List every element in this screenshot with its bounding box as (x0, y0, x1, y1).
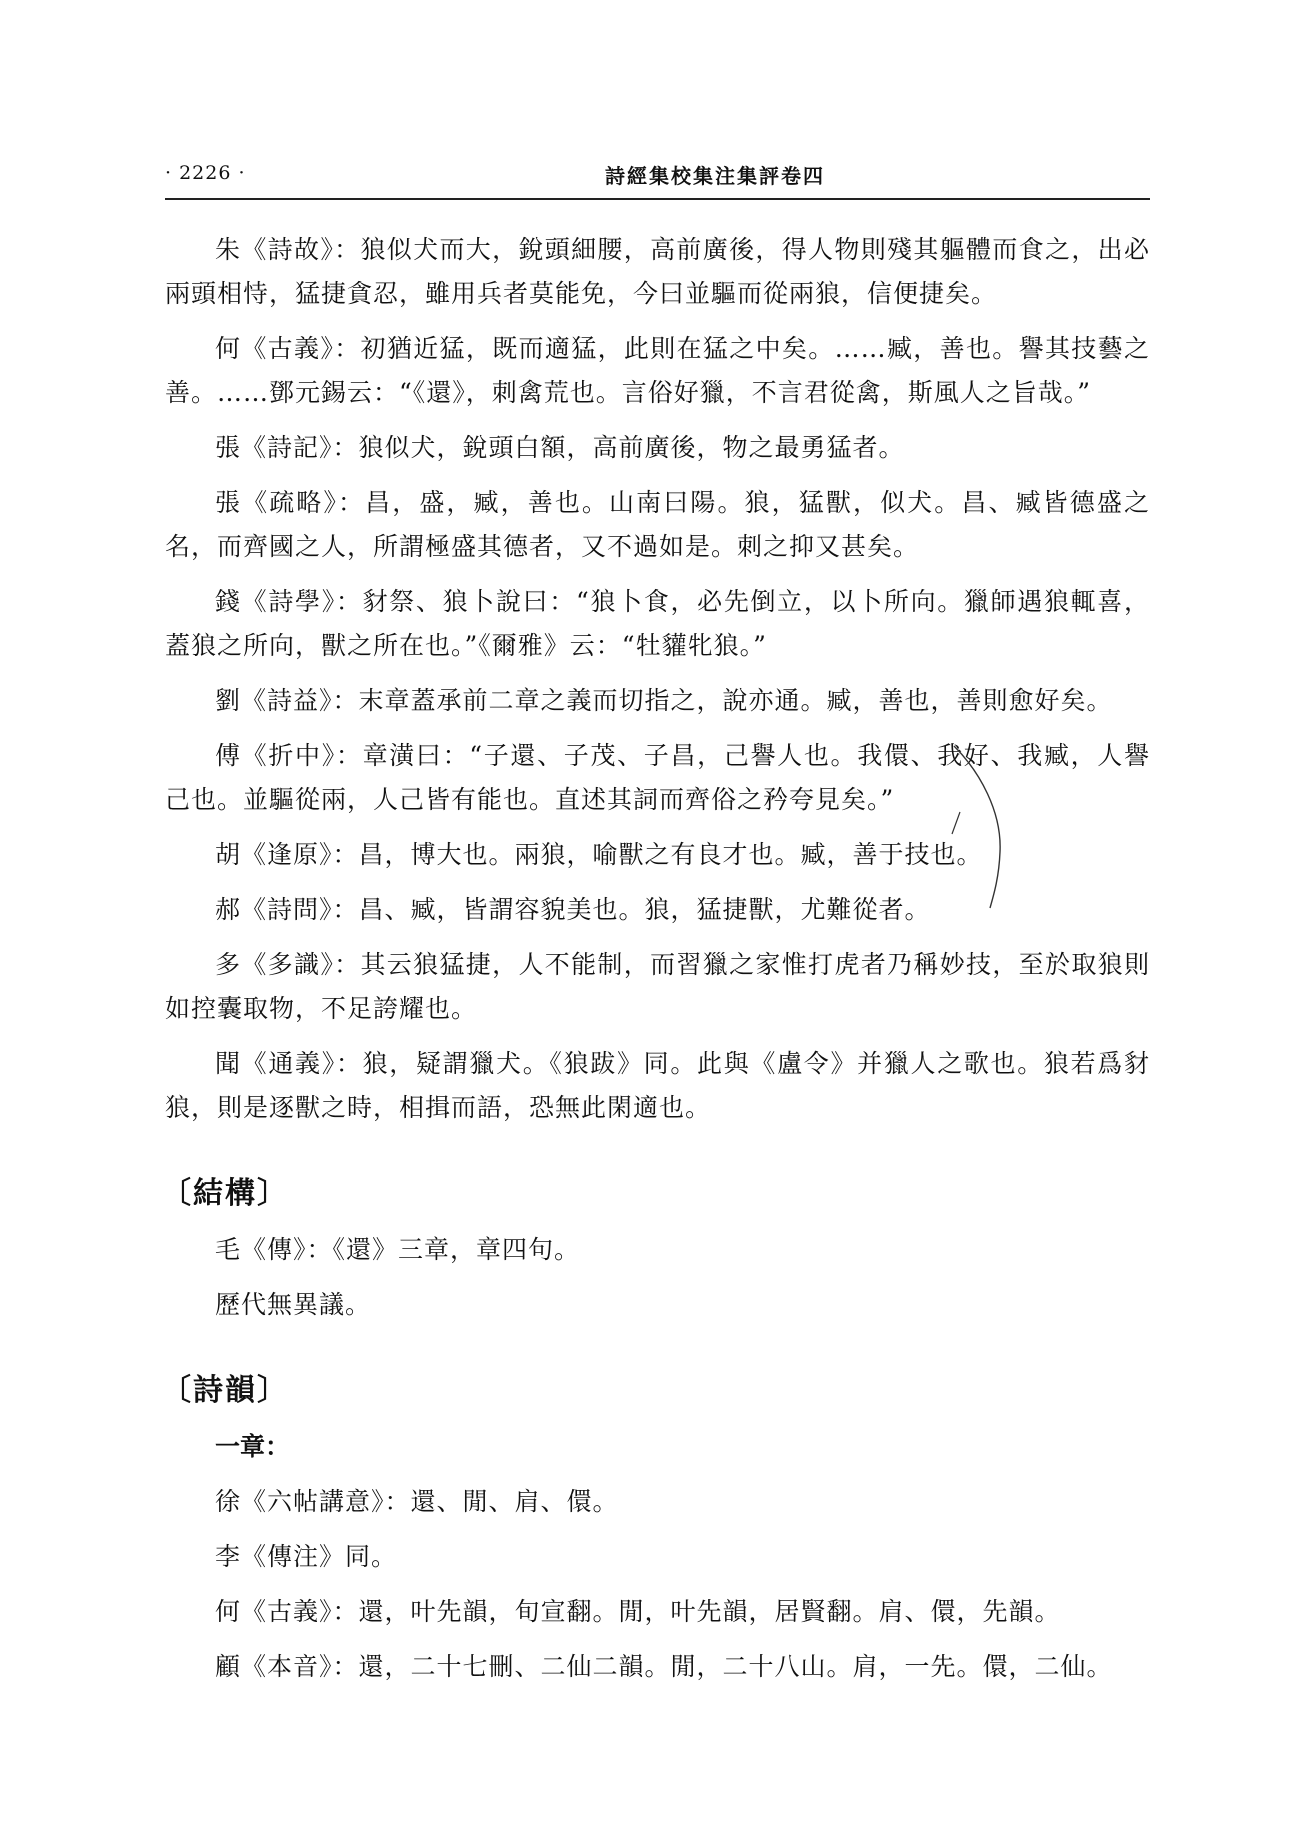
commentary-paragraph: 朱《詩故》：狼似犬而大，銳頭細腰，高前廣後，得人物則殘其軀體而食之，出必兩頭相恃，猛捷貪忍，雖用兵者莫能免，今曰並驅而從兩狼，信便捷矣。 (165, 235, 1150, 308)
commentary-paragraph: 郝《詩問》：昌、臧，皆謂容貌美也。狼，猛捷獸，尤難從者。 (215, 895, 931, 924)
commentary-paragraph: 劉《詩益》：末章蓋承前二章之義而切指之，說亦通。臧，善也，善則愈好矣。 (215, 686, 1113, 715)
header-rule (165, 198, 1150, 200)
chapter-label: 一章： (215, 1432, 291, 1461)
commentary-paragraph: 聞《通義》：狼，疑謂獵犬。《狼跋》同。此與《盧令》并獵人之歌也。狼若爲豺狼，則是逐獸之時，相揖而語，恐無此閑適也。 (165, 1049, 1150, 1122)
page-header (165, 162, 1150, 192)
structure-paragraph: 毛《傳》：《還》三章，章四句。 (215, 1235, 581, 1264)
section-heading-structure: 〔結構〕 (161, 1176, 289, 1211)
commentary-paragraph: 胡《逢原》：昌，博大也。兩狼，喻獸之有良才也。臧，善于技也。 (215, 840, 983, 869)
body-text (161, 228, 1150, 1700)
section-heading-rhyme: 〔詩韻〕 (161, 1373, 289, 1408)
commentary-paragraph: 傅《折中》：章潢曰：“子還、子茂、子昌，己譽人也。我儇、我好、我臧，人譽己也。並驅從兩，人己皆有能也。直述其詞而齊俗之矜夸見矣。” (165, 741, 1150, 814)
commentary-paragraph: 多《多識》：其云狼猛捷，人不能制，而習獵之家惟打虎者乃稱妙技，至於取狼則如控囊取物，不足誇耀也。 (165, 950, 1150, 1023)
rhyme-paragraph: 顧《本音》：還，二十七刪、二仙二韻。閒，二十八山。肩，一先。儇，二仙。 (215, 1652, 1113, 1681)
commentary-paragraph: 何《古義》：初猶近猛，既而適猛，此則在猛之中矣。……臧，善也。譽其技藝之善。……鄧元錫云：“《還》，刺禽荒也。言俗好獵，不言君從禽，斯風人之旨哉。” (165, 334, 1150, 407)
page-number: · 2226 · (165, 162, 246, 184)
rhyme-paragraph: 李《傳注》同。 (215, 1542, 398, 1571)
commentary-paragraph: 張《詩記》：狼似犬，銳頭白額，高前廣後，物之最勇猛者。 (215, 433, 905, 462)
rhyme-paragraph: 何《古義》：還，叶先韻，旬宣翻。閒，叶先韻，居賢翻。肩、儇，先韻。 (215, 1597, 1061, 1626)
structure-paragraph: 歷代無異議。 (215, 1290, 372, 1319)
rhyme-paragraph: 徐《六帖講意》：還、閒、肩、儇。 (215, 1487, 619, 1516)
commentary-paragraph: 張《疏略》：昌，盛，臧，善也。山南曰陽。狼，猛獸，似犬。昌、臧皆德盛之名，而齊國之人，所謂極盛其德者，又不過如是。刺之抑又甚矣。 (165, 488, 1150, 561)
running-title: 詩經集校集注集評卷四 (605, 164, 825, 188)
commentary-paragraph: 錢《詩學》：豺祭、狼卜說曰：“狼卜食，必先倒立，以卜所向。獵師遇狼輒喜，蓋狼之所向，獸之所在也。”《爾雅》云：“牡貛牝狼。” (165, 587, 1150, 660)
